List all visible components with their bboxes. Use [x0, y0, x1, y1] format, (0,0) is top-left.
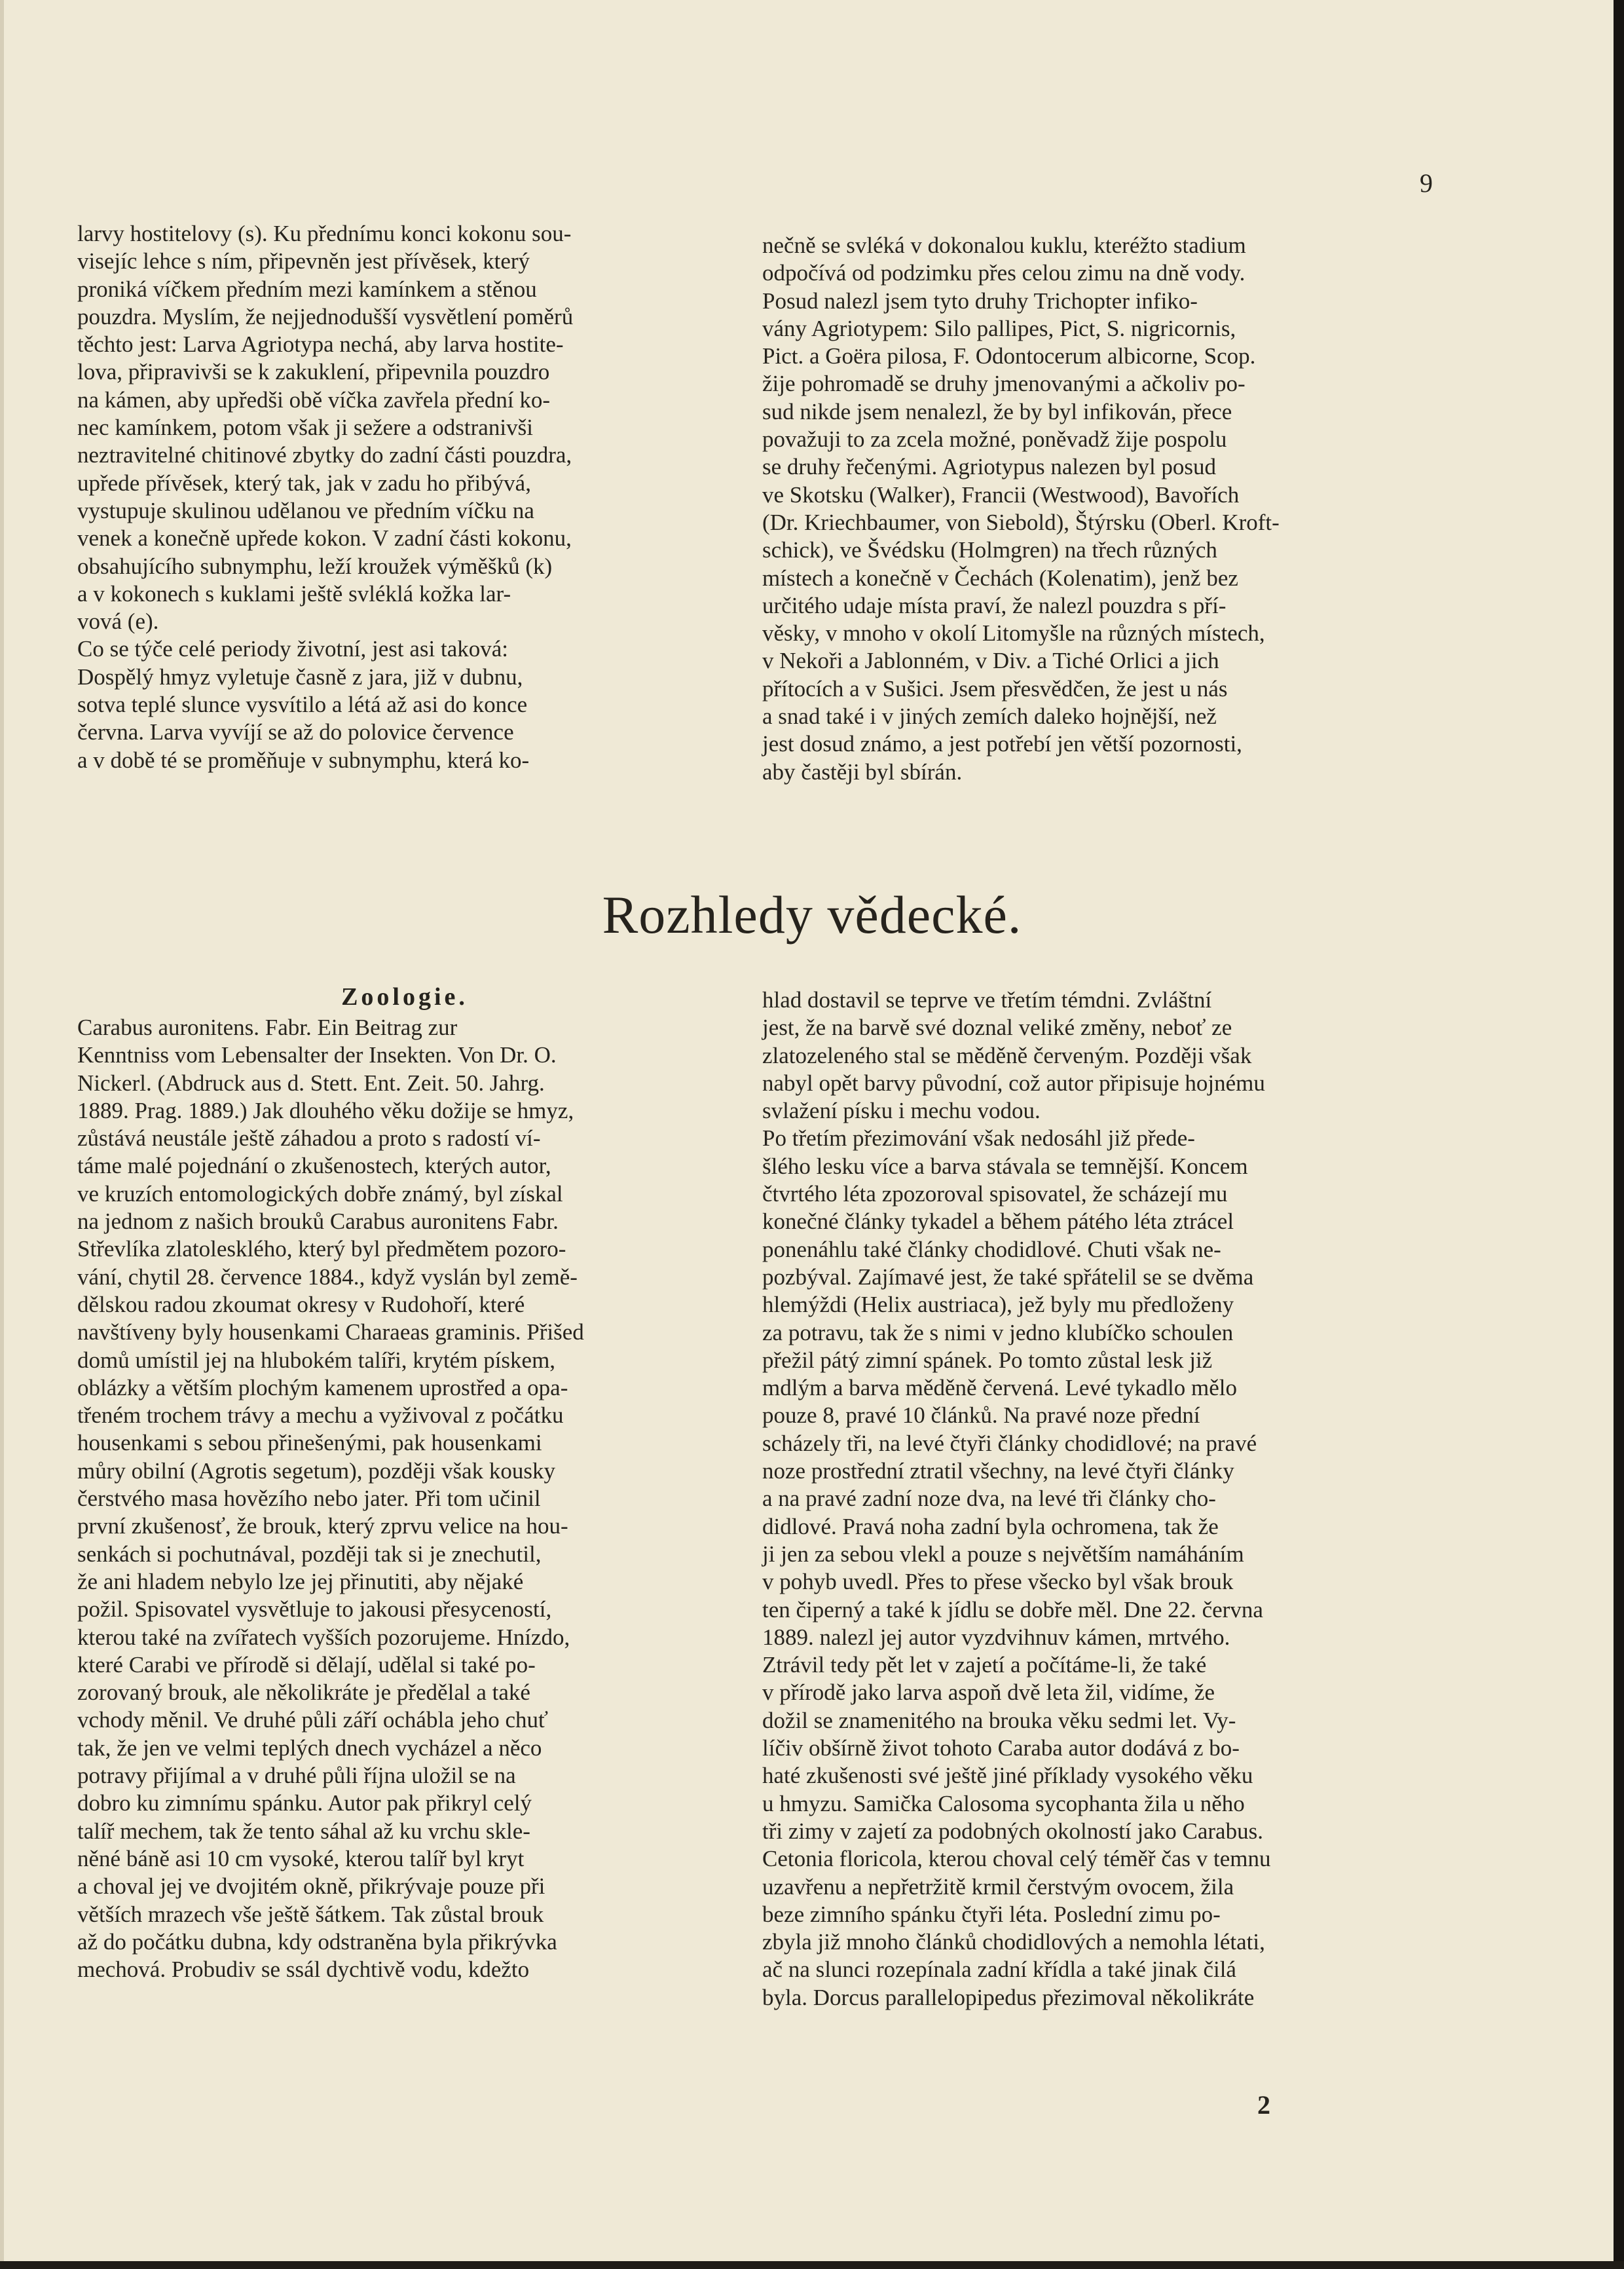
text-line: 1889. nalezl jej autor vyzdvihnuv kámen, mrtvého.: [762, 1624, 1230, 1650]
text-line: žije pohromadě se druhy jmenovanými a ačkoliv po-: [762, 371, 1246, 397]
text-line: a v kokonech s kuklami ještě svléklá kožka lar-: [77, 580, 511, 607]
text-line: Posud nalezl jsem tyto druhy Trichopter infiko-: [762, 288, 1198, 314]
text-line: mechová. Probudiv se ssál dychtivě vodu, kdežto: [77, 1957, 530, 1983]
text-line: byla. Dorcus parallelopipedus přezimoval několikráte: [762, 1984, 1255, 2010]
top-right-column: [762, 232, 1420, 786]
text-line: líčiv obšírně život tohoto Caraba autor dodává z bo-: [762, 1735, 1240, 1761]
text-line: a v době té se proměňuje v subnymphu, která ko-: [77, 747, 530, 773]
text-line: místech a konečně v Čechách (Kolenatim), jenž bez: [762, 565, 1238, 591]
text-line: vystupuje skulinou udělanou ve předním víčku na: [77, 497, 534, 523]
subsection-title: Zoologie.: [341, 983, 468, 1011]
text-line: vání, chytil 28. července 1884., když vyslán byl země-: [77, 1264, 578, 1290]
scan-bottom-border: [0, 2261, 1624, 2269]
text-line: venek a konečně upřede kokon. V zadní části kokonu,: [77, 525, 572, 552]
text-line: neztravitelné chitinové zbytky do zadní části pouzdra,: [77, 442, 572, 468]
text-line: považuji to za zcela možné, poněvadž žije pospolu: [762, 426, 1227, 453]
text-line: ten čiperný a také k jídlu se dobře měl. Dne 22. června: [762, 1596, 1263, 1622]
text-line: ve Skotsku (Walker), Francii (Westwood), Bavořích: [762, 481, 1240, 508]
text-line: navštíveny byly housenkami Charaeas graminis. Přišed: [77, 1319, 584, 1345]
text-line: mdlým a barva měděně červená. Levé tykadlo mělo: [762, 1375, 1237, 1401]
text-line: potravy přijímal a v druhé půli října uložil se na: [77, 1763, 516, 1789]
top-left-column: [77, 220, 732, 774]
text-line: pouze 8, pravé 10 článků. Na pravé noze přední: [762, 1402, 1200, 1429]
text-line: visejíc lehce s ním, připevněn jest přívěsek, který: [77, 248, 530, 274]
text-line: Cetonia floricola, kterou choval celý téměř čas v temnu: [762, 1846, 1271, 1872]
text-line: didlové. Pravá noha zadní byla ochromena, tak že: [762, 1513, 1219, 1539]
text-line: larvy hostitelovy (s). Ku přednímu konci kokonu sou-: [77, 221, 572, 246]
text-line: dožil se znamenitého na brouka věku sedmi let. Vy-: [762, 1707, 1236, 1733]
text-line: za potravu, tak že s nimi v jedno klubíčko schoulen: [762, 1319, 1234, 1345]
text-line: zůstává neustále ještě záhadou a proto s radostí ví-: [77, 1125, 541, 1152]
text-line: na jednom z našich brouků Carabus auronitens Fabr.: [77, 1209, 559, 1235]
text-line: a na pravé zadní noze dva, na levé tři články cho-: [762, 1486, 1216, 1512]
text-line: hlad dostavil se teprve ve třetím témdni. Zvláštní: [762, 987, 1212, 1013]
text-line: hlemýždi (Helix austriaca), jež byly mu předloženy: [762, 1292, 1234, 1318]
text-line: Ztrávil tedy pět let v zajetí a počítáme-li, že také: [762, 1652, 1207, 1678]
text-line: svlažení písku i mechu vodou.: [762, 1098, 1041, 1124]
text-line: zlatozeleného stal se měděně červeným. Později však: [762, 1042, 1252, 1068]
text-line: Dospělý hmyz vyletuje časně z jara, již v dubnu,: [77, 664, 523, 690]
text-line: Co se týče celé periody životní, jest asi taková:: [77, 636, 508, 662]
text-line: pozbýval. Zajímavé jest, že také spřátelil se se dvěma: [762, 1264, 1254, 1290]
text-line: pouzdra. Myslím, že nejjednodušší vysvětlení poměrů: [77, 303, 574, 329]
text-line: Nickerl. (Abdruck aus d. Stett. Ent. Zeit. 50. Jahrg.: [77, 1070, 545, 1096]
text-line: scházely tři, na levé čtyři články chodidlové; na pravé: [762, 1430, 1257, 1456]
text-line: odpočívá od podzimku přes celou zimu na dně vody.: [762, 260, 1246, 286]
text-line: konečné články tykadel a během pátého léta ztrácel: [762, 1209, 1234, 1235]
text-line: tři zimy v zajetí za podobných okolností jako Carabus.: [762, 1818, 1263, 1844]
text-line: které Carabi ve přírodě si dělají, udělal si také po-: [77, 1651, 536, 1678]
text-line: talíř mechem, tak že tento sáhal až ku vrchu skle-: [77, 1818, 530, 1844]
text-line: v pohyb uvedl. Přes to přese všecko byl však brouk: [762, 1569, 1234, 1595]
text-line: táme malé pojednání o zkušenostech, kterých autor,: [77, 1153, 551, 1179]
text-line: v přírodě jako larva aspoň dvě leta žil, vidíme, že: [762, 1679, 1215, 1706]
text-line: ač na slunci rozepínala zadní křídla a také jinak čilá: [762, 1957, 1236, 1983]
section-title: Rozhledy vědecké.: [602, 885, 1022, 945]
text-line: že ani hladem nebylo lze jej přinutiti, aby nějaké: [77, 1568, 524, 1594]
text-line: jest, že na barvě své doznal veliké změny, neboť ze: [762, 1015, 1232, 1041]
text-line: obsahujícího subnymphu, leží kroužek výměšků (k): [77, 553, 553, 579]
text-line: a snad také i v jiných zemích daleko hojnější, než: [762, 703, 1217, 730]
text-line: ji jen za sebou vlekl a pouze s největším namáháním: [762, 1541, 1244, 1567]
text-line: aby častěji byl sbírán.: [762, 759, 963, 785]
text-line: vová (e).: [77, 609, 159, 635]
text-line: schick), ve Švédsku (Holmgren) na třech různých: [762, 537, 1217, 563]
text-line: dobro ku zimnímu spánku. Autor pak přikryl celý: [77, 1790, 532, 1816]
text-line: vchody měnil. Ve druhé půli září ochábla jeho chuť: [77, 1707, 548, 1733]
text-line: můry obilní (Agrotis segetum), později však kousky: [77, 1457, 556, 1484]
text-line: určitého udaje místa praví, že nalezl pouzdra s pří-: [762, 592, 1227, 618]
text-line: něné báně asi 10 cm vysoké, kterou talíř byl kryt: [77, 1845, 525, 1871]
text-line: čerstvého masa hovězího nebo jater. Při tom učinil: [77, 1486, 541, 1512]
text-line: noze prostřední ztratil všechny, na levé čtyři články: [762, 1458, 1234, 1484]
text-line: až do počátku dubna, kdy odstraněna byla přikrývka: [77, 1928, 557, 1955]
text-line: ponenáhlu také články chodidlové. Chuti však ne-: [762, 1236, 1221, 1262]
text-line: věsky, v mnoho v okolí Litomyšle na různých místech,: [762, 620, 1265, 647]
text-line: zbyla již mnoho článků chodidlových a nemohla létati,: [762, 1929, 1265, 1955]
scan-right-border: [1614, 0, 1624, 2269]
text-line: Po třetím přezimování však nedosáhl již přede-: [762, 1125, 1195, 1152]
text-line: těchto jest: Larva Agriotypa nechá, aby larva hostite-: [77, 331, 564, 358]
text-line: senkách si pochutnával, později tak si je znechutil,: [77, 1541, 542, 1567]
text-line: Pict. a Goëra pilosa, F. Odontocerum albicorne, Scop.: [762, 343, 1256, 369]
text-line: dělskou radou zkoumat okresy v Rudohoří, které: [77, 1291, 525, 1317]
text-line: třeném trochem trávy a mechu a vyživoval z počátku: [77, 1402, 564, 1429]
scan-left-edge: [0, 0, 4, 2269]
text-line: se druhy řečenými. Agriotypus nalezen byl posud: [762, 454, 1217, 480]
text-line: oblázky a větším plochým kamenem uprostřed a opa-: [77, 1374, 568, 1400]
text-line: proniká víčkem předním mezi kamínkem a stěnou: [77, 276, 537, 302]
text-line: 1889. Prag. 1889.) Jak dlouhého věku dožije se hmyz,: [77, 1097, 574, 1123]
text-line: června. Larva vyvíjí se až do polovice července: [77, 719, 514, 745]
bottom-right-column: [762, 986, 1420, 2012]
text-line: haté zkušenosti své ještě jiné příklady vysokého věku: [762, 1763, 1253, 1789]
text-line: Střevlíka zlatolesklého, který byl předmětem pozoro-: [77, 1236, 566, 1262]
text-line: ve kruzích entomologických dobře známý, byl získal: [77, 1180, 563, 1207]
text-line: Kenntniss vom Lebensalter der Insekten. Von Dr. O.: [77, 1042, 557, 1068]
text-line: čtvrtého léta zpozoroval spisovatel, že scházejí mu: [762, 1181, 1228, 1207]
text-line: beze zimního spánku čtyři léta. Poslední zimu po-: [762, 1901, 1221, 1927]
text-line: Carabus auronitens. Fabr. Ein Beitrag zur: [77, 1015, 458, 1040]
text-line: uzavřenu a nepřetržitě krmil čerstvým ovocem, žila: [762, 1873, 1234, 1900]
text-line: nečně se svléká v dokonalou kuklu, kteréžto stadium: [762, 233, 1246, 258]
text-line: vány Agriotypem: Silo pallipes, Pict, S. nigricornis,: [762, 315, 1236, 341]
page-number: 9: [1420, 168, 1433, 198]
text-line: nabyl opět barvy původní, což autor připisuje hojnému: [762, 1070, 1265, 1096]
text-line: v Nekoři a Jablonném, v Div. a Tiché Orlici a jich: [762, 648, 1219, 674]
text-line: sotva teplé slunce vysvítilo a létá až asi do konce: [77, 692, 528, 718]
text-line: na kámen, aby upředši obě víčka zavřela přední ko-: [77, 386, 551, 413]
text-line: nec kamínkem, potom však ji sežere a odstranivši: [77, 415, 533, 441]
sheet-signature: 2: [1257, 2090, 1270, 2120]
text-line: domů umístil jej na hlubokém talíři, krytém pískem,: [77, 1347, 556, 1373]
text-line: lova, připravivši se k zakuklení, připevnila pouzdro: [77, 359, 550, 385]
text-line: upřede přívěsek, který tak, jak v zadu ho přibývá,: [77, 470, 531, 496]
text-line: kterou také na zvířatech vyšších pozorujeme. Hnízdo,: [77, 1624, 570, 1650]
text-line: sud nikde jsem nenalezl, že by byl infikován, přece: [762, 398, 1232, 424]
text-line: zorovaný brouk, ale několikráte je předělal a také: [77, 1679, 530, 1706]
text-line: a choval jej ve dvojitém okně, přikrývaje pouze při: [77, 1873, 545, 1900]
bottom-left-column: [77, 1014, 732, 1983]
text-line: požil. Spisovatel vysvětluje to jakousi přesyceností,: [77, 1596, 552, 1622]
text-line: přítocích a v Sušici. Jsem přesvědčen, že jest u nás: [762, 675, 1228, 702]
text-line: jest dosud známo, a jest potřebí jen větší pozornosti,: [762, 731, 1242, 757]
text-line: větších mrazech vše ještě šátkem. Tak zůstal brouk: [77, 1901, 544, 1927]
text-line: housenkami s sebou přinešenými, pak housenkami: [77, 1430, 542, 1456]
text-line: první zkušenosť, že brouk, který zprvu velice na hou-: [77, 1513, 568, 1539]
text-line: u hmyzu. Samička Calosoma sycophanta žila u něho: [762, 1790, 1245, 1816]
text-line: šlého lesku více a barva stávala se temnější. Koncem: [762, 1153, 1248, 1179]
text-line: přežil pátý zimní spánek. Po tomto zůstal lesk již: [762, 1347, 1213, 1373]
text-line: tak, že jen ve velmi teplých dnech vycházel a něco: [77, 1735, 542, 1761]
text-line: (Dr. Kriechbaumer, von Siebold), Štýrsku (Oberl. Kroft-: [762, 509, 1280, 535]
